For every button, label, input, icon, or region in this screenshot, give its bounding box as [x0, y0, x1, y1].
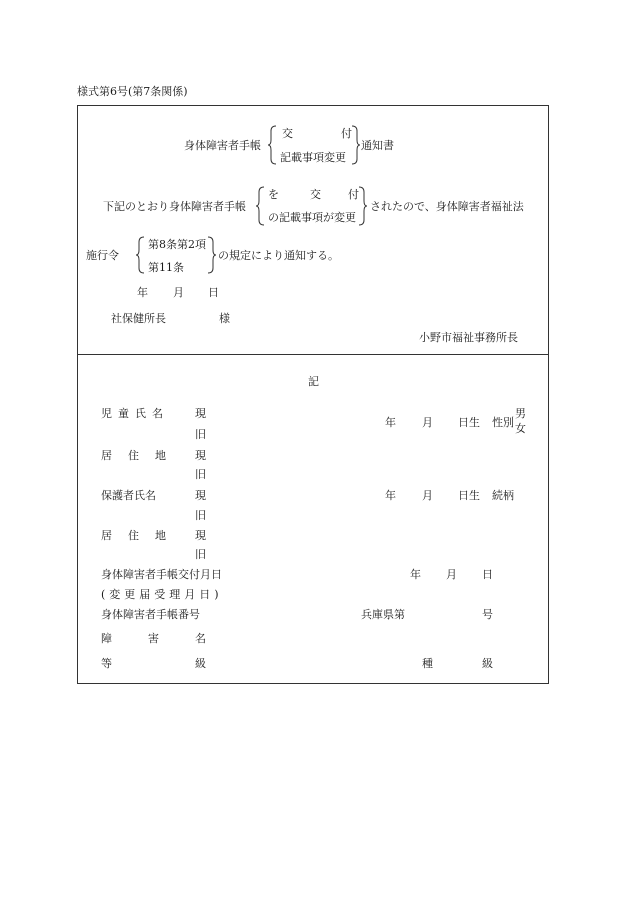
- issuer: 小野市福祉事務所長: [419, 331, 518, 344]
- birth-month: 月: [422, 416, 433, 429]
- body-option-change: の記載事項が変更: [268, 211, 356, 224]
- issue-day: 日: [482, 568, 493, 581]
- body-line1-suffix: されたので、身体障害者福祉法: [370, 200, 524, 213]
- guardian-address-label: 居住地: [101, 529, 182, 542]
- number-suffix: 号: [482, 608, 493, 621]
- guardian-address-current: 現: [195, 529, 206, 542]
- disability-name-char-3: 名: [195, 632, 206, 645]
- guardian-year: 年: [385, 489, 396, 502]
- guardian-name-label: 保護者氏名: [101, 489, 156, 502]
- form-number: 様式第6号(第7条関係): [77, 85, 188, 98]
- relationship-label: 続柄: [492, 489, 514, 502]
- child-name-label: 児童氏名: [101, 407, 169, 420]
- title-suffix: 通知書: [361, 139, 394, 152]
- body-option-issue-1: 交: [310, 188, 321, 201]
- body-option-wo: を: [268, 188, 279, 201]
- grade-label-char-1: 等: [101, 657, 112, 670]
- child-name-previous: 旧: [195, 428, 206, 441]
- guardian-month: 月: [422, 489, 433, 502]
- body-line1-prefix: 下記のとおり身体障害者手帳: [103, 200, 246, 213]
- article-left-brace: [136, 236, 146, 274]
- article-right-brace: [206, 236, 216, 274]
- date-month: 月: [173, 286, 184, 299]
- grade-label-char-2: 級: [195, 657, 206, 670]
- sex-label: 性別: [492, 416, 514, 429]
- birth-day: 日生: [458, 416, 480, 429]
- addressee-label: 社保健所長: [111, 312, 166, 325]
- prefecture-prefix: 兵庫県第: [361, 608, 405, 621]
- grade-suffix: 級: [482, 657, 493, 670]
- birth-year: 年: [385, 416, 396, 429]
- date-day: 日: [208, 286, 219, 299]
- handbook-number-label: 身体障害者手帳番号: [101, 608, 200, 621]
- body-left-brace: [256, 186, 266, 226]
- child-address-current: 現: [195, 449, 206, 462]
- issue-year: 年: [410, 568, 421, 581]
- type-label: 種: [422, 657, 433, 670]
- guardian-name-current: 現: [195, 489, 206, 502]
- disability-name-char-2: 害: [148, 632, 159, 645]
- child-address-previous: 旧: [195, 468, 206, 481]
- change-date-label: (変更届受理月日): [101, 588, 223, 601]
- article-8-2: 第8条第2項: [148, 238, 206, 251]
- addressee-honorific: 様: [219, 312, 230, 325]
- body-line2-suffix: の規定により通知する。: [218, 249, 339, 262]
- child-name-current: 現: [195, 407, 206, 420]
- title-prefix: 身体障害者手帳: [184, 139, 261, 152]
- title-option-change: 記載事項変更: [280, 151, 346, 164]
- issue-date-label: 身体障害者手帳交付月日: [101, 568, 222, 581]
- title-left-brace: [268, 125, 278, 165]
- sex-female: 女: [515, 422, 526, 435]
- body-option-issue-2: 付: [348, 188, 359, 201]
- section-title: 記: [308, 375, 319, 388]
- date-year: 年: [137, 286, 148, 299]
- body-right-brace: [357, 186, 367, 226]
- sex-male: 男: [515, 407, 526, 420]
- guardian-day: 日生: [458, 489, 480, 502]
- title-option-issue-2: 付: [341, 127, 352, 140]
- section-divider: [77, 354, 549, 355]
- guardian-address-previous: 旧: [195, 548, 206, 561]
- body-line2-prefix: 施行令: [86, 249, 119, 262]
- issue-month: 月: [446, 568, 457, 581]
- guardian-name-previous: 旧: [195, 509, 206, 522]
- title-right-brace: [350, 125, 360, 165]
- title-option-issue-1: 交: [282, 127, 293, 140]
- article-11: 第11条: [148, 261, 184, 274]
- child-address-label: 居住地: [101, 449, 182, 462]
- disability-name-char-1: 障: [101, 632, 112, 645]
